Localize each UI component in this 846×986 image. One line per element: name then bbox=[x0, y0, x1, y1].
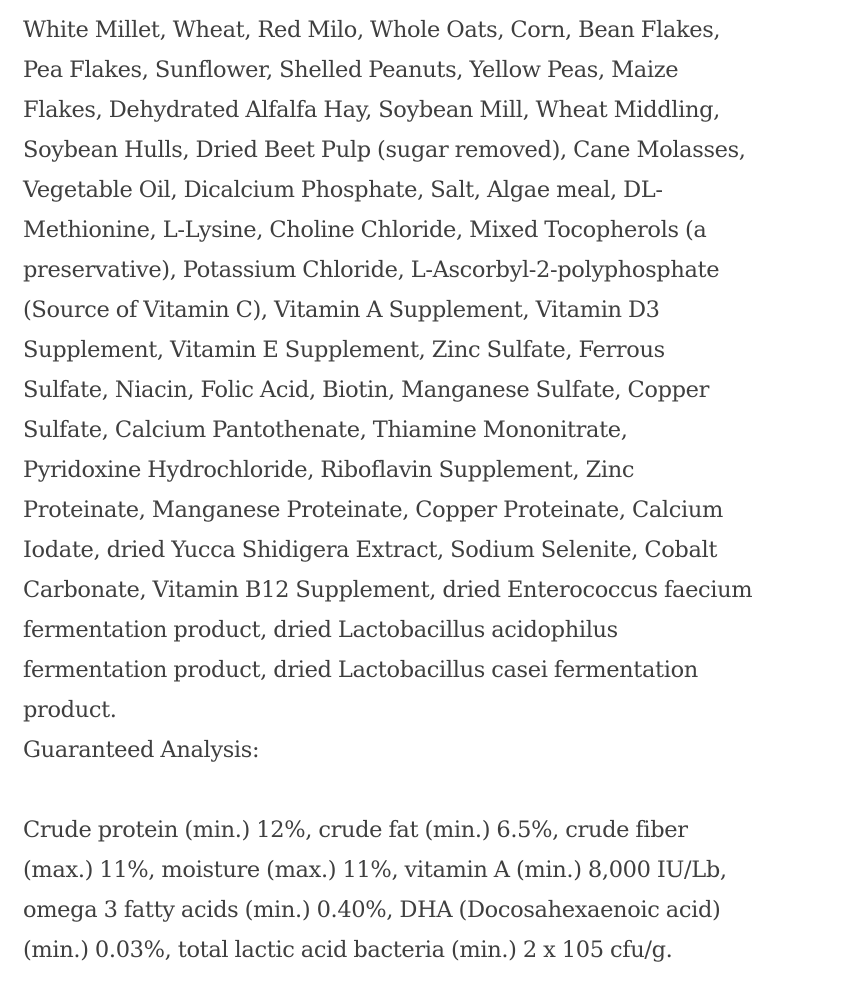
ingredients-line: fermentation product, dried Lactobacillus casei fermentation bbox=[23, 657, 698, 683]
ingredients-line: product. bbox=[23, 697, 117, 723]
analysis-line: (max.) 11%, moisture (max.) 11%, vitamin A (min.) 8,000 IU/Lb, bbox=[23, 857, 727, 883]
ingredients-line: White Millet, Wheat, Red Milo, Whole Oats, Corn, Bean Flakes, bbox=[23, 17, 721, 43]
ingredients-line: Flakes, Dehydrated Alfalfa Hay, Soybean Mill, Wheat Middling, bbox=[23, 97, 720, 123]
ingredients-line: Supplement, Vitamin E Supplement, Zinc Sulfate, Ferrous bbox=[23, 337, 665, 363]
ingredients-line: Sulfate, Calcium Pantothenate, Thiamine Mononitrate, bbox=[23, 417, 628, 443]
ingredients-line: (Source of Vitamin C), Vitamin A Supplement, Vitamin D3 bbox=[23, 297, 660, 323]
ingredients-line: Proteinate, Manganese Proteinate, Copper Proteinate, Calcium bbox=[23, 497, 724, 523]
ingredients-line: Vegetable Oil, Dicalcium Phosphate, Salt, Algae meal, DL- bbox=[23, 177, 663, 203]
document-body bbox=[23, 10, 823, 970]
ingredients-line: Methionine, L-Lysine, Choline Chloride, Mixed Tocopherols (a bbox=[23, 217, 707, 243]
analysis-paragraph bbox=[23, 810, 823, 970]
ingredients-line: Pea Flakes, Sunflower, Shelled Peanuts, Yellow Peas, Maize bbox=[23, 57, 679, 83]
ingredients-line: Soybean Hulls, Dried Beet Pulp (sugar removed), Cane Molasses, bbox=[23, 137, 746, 163]
analysis-line: omega 3 fatty acids (min.) 0.40%, DHA (Docosahexaenoic acid) bbox=[23, 897, 721, 923]
analysis-line: (min.) 0.03%, total lactic acid bacteria (min.) 2 x 105 cfu/g. bbox=[23, 937, 673, 963]
ingredients-line: Iodate, dried Yucca Shidigera Extract, Sodium Selenite, Cobalt bbox=[23, 537, 718, 563]
ingredients-line: preservative), Potassium Chloride, L-Ascorbyl-2-polyphosphate bbox=[23, 257, 720, 283]
analysis-line: Crude protein (min.) 12%, crude fat (min.) 6.5%, crude fiber bbox=[23, 817, 688, 843]
ingredients-line: fermentation product, dried Lactobacillus acidophilus bbox=[23, 617, 618, 643]
ingredients-line: Carbonate, Vitamin B12 Supplement, dried Enterococcus faecium bbox=[23, 577, 753, 603]
ingredients-line: Pyridoxine Hydrochloride, Riboflavin Supplement, Zinc bbox=[23, 457, 635, 483]
analysis-heading: Guaranteed Analysis: bbox=[23, 737, 260, 763]
paragraph-spacer bbox=[23, 770, 823, 810]
ingredients-line: Sulfate, Niacin, Folic Acid, Biotin, Manganese Sulfate, Copper bbox=[23, 377, 710, 403]
ingredients-paragraph bbox=[23, 10, 823, 730]
